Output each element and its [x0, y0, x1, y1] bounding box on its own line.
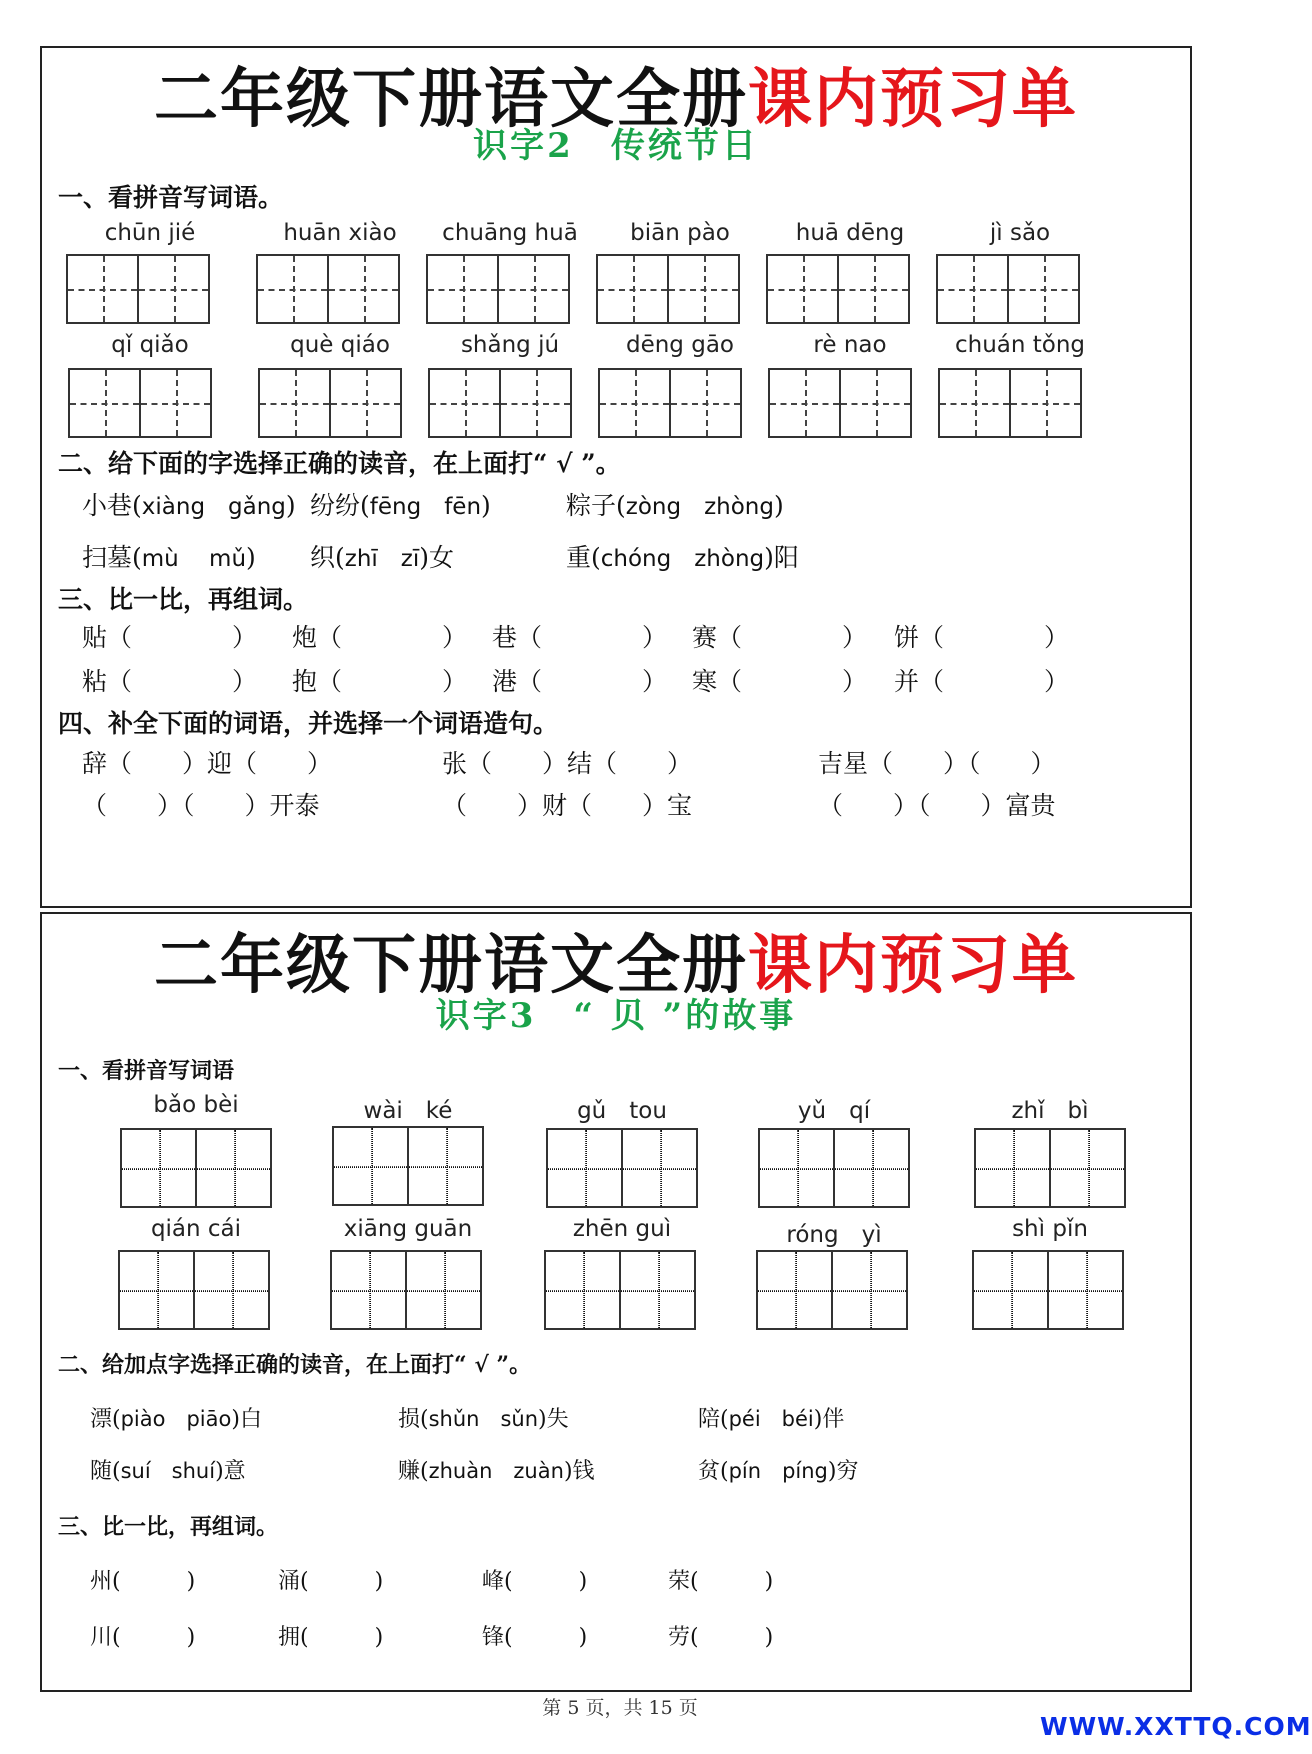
compare-item[interactable]: 劳( ) [668, 1625, 774, 1650]
section-heading: 二、给加点字选择正确的读音，在上面打“ √ ”。 [58, 1352, 532, 1378]
worksheet-1 [40, 46, 1192, 908]
writing-grid[interactable] [118, 1250, 270, 1330]
compare-item[interactable]: 粘（ ） [82, 667, 258, 696]
compare-item[interactable]: 炮（ ） [292, 623, 468, 652]
writing-grid[interactable] [756, 1250, 908, 1330]
title-red-text: 课内预习单 [748, 928, 1078, 1003]
brand-watermark: WWW.XXTTQ.COM [1040, 1712, 1312, 1741]
title-red-text: 课内预习单 [748, 62, 1078, 137]
pronunciation-item[interactable]: 粽子(zòng zhòng) [566, 491, 784, 520]
pinyin-label: qián cái [150, 1216, 242, 1242]
pronunciation-item[interactable]: 损(shǔn sǔn)失 [398, 1407, 569, 1432]
compare-item[interactable]: 寒（ ） [692, 667, 868, 696]
writing-grid[interactable] [598, 368, 742, 438]
compare-item[interactable]: 川( ) [90, 1625, 196, 1650]
pronunciation-item[interactable]: 随(suí shuí)意 [90, 1459, 246, 1484]
section-heading: 一、看拼音写词语 [58, 1058, 235, 1084]
pinyin-label: bǎo bèi [153, 1092, 239, 1118]
compare-item[interactable]: 赛（ ） [692, 623, 868, 652]
compare-item[interactable]: 峰( ) [482, 1569, 588, 1594]
writing-grid[interactable] [974, 1128, 1126, 1208]
pinyin-label: biān pào [630, 220, 730, 246]
writing-grid[interactable] [936, 254, 1080, 324]
writing-grid[interactable] [428, 368, 572, 438]
pronunciation-item[interactable]: 漂(piào piāo)白 [90, 1407, 262, 1432]
pronunciation-item[interactable]: 贫(pín píng)穷 [698, 1459, 859, 1484]
pronunciation-item[interactable]: 扫墓(mù mǔ) [82, 543, 256, 572]
pronunciation-item[interactable]: 陪(péi béi)伴 [698, 1407, 845, 1432]
writing-grid[interactable] [258, 368, 402, 438]
writing-grid[interactable] [426, 254, 570, 324]
compare-item[interactable]: 荣( ) [668, 1569, 774, 1594]
section-heading: 三、比一比，再组词。 [58, 585, 309, 614]
pinyin-label: shǎng jú [460, 332, 560, 358]
pinyin-label: gǔ tou [577, 1098, 667, 1124]
compare-item[interactable]: 并（ ） [894, 667, 1070, 696]
pronunciation-item[interactable]: 重(chóng zhòng)阳 [566, 543, 799, 572]
pinyin-label: chūn jié [104, 220, 196, 246]
pronunciation-item[interactable]: 织(zhī zī)女 [310, 543, 455, 572]
idiom-item[interactable]: （ ）（ ）开泰 [82, 791, 320, 820]
title-black-text: 二年级下册语文全册 [154, 928, 748, 1003]
pinyin-label: chuāng huā [442, 220, 578, 246]
section-heading: 三、比一比，再组词。 [58, 1514, 279, 1540]
pinyin-label: què qiáo [290, 332, 390, 358]
section-heading: 一、看拼音写词语。 [58, 183, 284, 212]
pinyin-label: xiāng guān [343, 1216, 473, 1242]
idiom-item[interactable]: （ ）财（ ）宝 [442, 791, 693, 820]
writing-grid[interactable] [766, 254, 910, 324]
writing-grid[interactable] [330, 1250, 482, 1330]
writing-grid[interactable] [332, 1126, 484, 1206]
pronunciation-item[interactable]: 纷纷(fēng fēn) [310, 491, 491, 520]
writing-grid[interactable] [768, 368, 912, 438]
pinyin-label: rè nao [813, 332, 887, 358]
pinyin-label: huā dēng [795, 220, 905, 246]
pinyin-label: shì pǐn [1012, 1216, 1088, 1242]
pinyin-label: zhēn guì [572, 1216, 672, 1242]
lesson-subtitle: 识字3 “ 贝 ”的故事 [435, 996, 797, 1036]
pinyin-label: yǔ qí [797, 1098, 871, 1124]
page-number: 第 5 页，共 15 页 [542, 1697, 698, 1719]
pinyin-label: qǐ qiǎo [111, 332, 189, 358]
writing-grid[interactable] [546, 1128, 698, 1208]
compare-item[interactable]: 巷（ ） [492, 623, 668, 652]
section-heading: 四、补全下面的词语，并选择一个词语造句。 [58, 709, 559, 738]
title-black-text: 二年级下册语文全册 [154, 62, 748, 137]
writing-grid[interactable] [66, 254, 210, 324]
compare-item[interactable]: 州( ) [90, 1569, 196, 1594]
pinyin-label: wài ké [363, 1098, 453, 1124]
compare-item[interactable]: 港（ ） [492, 667, 668, 696]
compare-item[interactable]: 涌( ) [278, 1569, 384, 1594]
lesson-subtitle: 识字2 传统节日 [473, 126, 759, 166]
writing-grid[interactable] [544, 1250, 696, 1330]
idiom-item[interactable]: 辞（ ）迎（ ） [82, 749, 333, 778]
pinyin-label: dēng gāo [625, 332, 734, 358]
writing-grid[interactable] [120, 1128, 272, 1208]
pinyin-label: chuán tǒng [954, 332, 1086, 358]
pinyin-label: jì sǎo [989, 220, 1051, 246]
pinyin-label: zhǐ bì [1011, 1098, 1089, 1124]
writing-grid[interactable] [68, 368, 212, 438]
writing-grid[interactable] [256, 254, 400, 324]
pinyin-label: huān xiào [283, 220, 397, 246]
pronunciation-item[interactable]: 小巷(xiàng gǎng) [82, 491, 296, 520]
writing-grid[interactable] [596, 254, 740, 324]
compare-item[interactable]: 锋( ) [482, 1625, 588, 1650]
pinyin-label: róng yì [786, 1222, 882, 1248]
worksheet-2 [40, 912, 1192, 1692]
compare-item[interactable]: 拥( ) [278, 1625, 384, 1650]
writing-grid[interactable] [758, 1128, 910, 1208]
pronunciation-item[interactable]: 赚(zhuàn zuàn)钱 [398, 1459, 595, 1484]
section-heading: 二、给下面的字选择正确的读音，在上面打“ √ ”。 [58, 449, 621, 478]
idiom-item[interactable]: （ ）（ ）富贵 [818, 791, 1056, 820]
compare-item[interactable]: 饼（ ） [894, 623, 1070, 652]
compare-item[interactable]: 贴（ ） [82, 623, 258, 652]
compare-item[interactable]: 抱（ ） [292, 667, 468, 696]
writing-grid[interactable] [972, 1250, 1124, 1330]
idiom-item[interactable]: 吉星（ ）（ ） [818, 749, 1056, 778]
writing-grid[interactable] [938, 368, 1082, 438]
idiom-item[interactable]: 张（ ）结（ ） [442, 749, 693, 778]
